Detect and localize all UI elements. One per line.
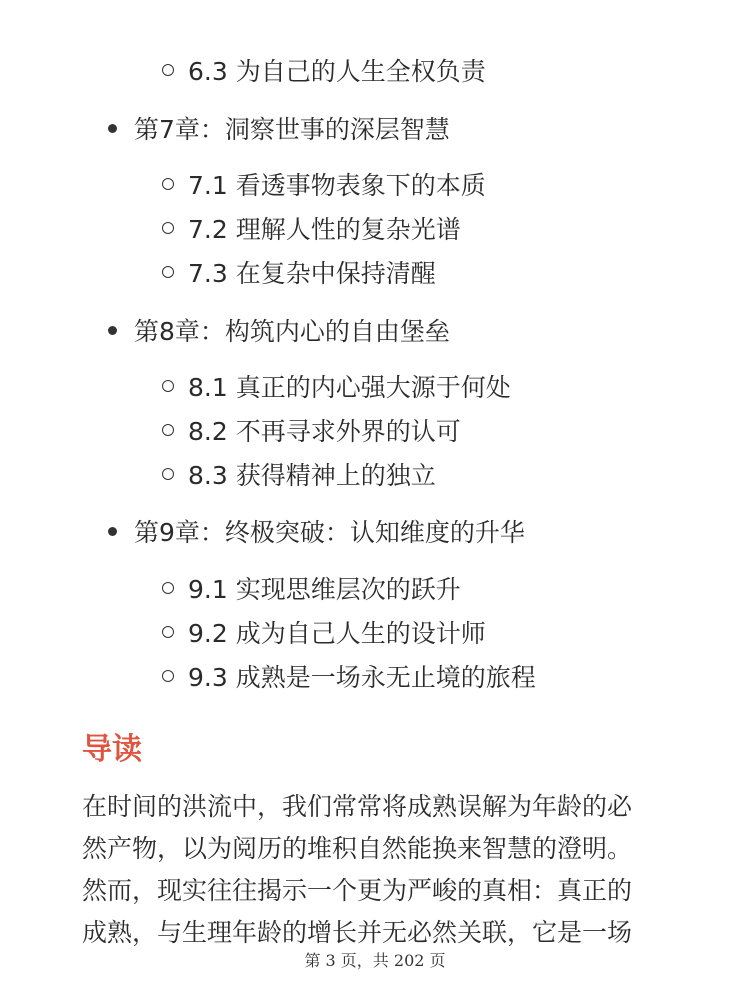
solid-bullet-icon: [108, 124, 117, 133]
toc-subitem-text: 9.2 成为自己人生的设计师: [188, 619, 486, 648]
hollow-bullet-icon: [162, 178, 174, 190]
solid-bullet-icon: [108, 326, 117, 335]
toc-subitem-text: 7.2 理解人性的复杂光谱: [188, 215, 461, 244]
toc-subitem-text: 6.3 为自己的人生全权负责: [188, 57, 486, 86]
toc-subitem: [162, 612, 486, 652]
toc-subitem-text: 8.2 不再寻求外界的认可: [188, 417, 461, 446]
toc-subitem: [162, 50, 486, 90]
toc-chapter: [108, 108, 450, 148]
toc-subitem-text: 7.1 看透事物表象下的本质: [188, 171, 486, 200]
toc-chapter-text: 第9章：终极突破：认知维度的升华: [134, 518, 525, 547]
section-heading: 导读: [82, 732, 142, 767]
toc-subitem: [162, 164, 486, 204]
paragraph-line: 然产物，以为阅历的堆积自然能换来智慧的澄明。: [82, 834, 633, 863]
toc-chapter: [108, 511, 525, 551]
toc-subitem: [162, 568, 461, 608]
hollow-bullet-icon: [162, 64, 174, 76]
paragraph-line: 成熟，与生理年龄的增长并无必然关联，它是一场: [82, 918, 633, 947]
hollow-bullet-icon: [162, 626, 174, 638]
paragraph-line: 在时间的洪流中，我们常常将成熟误解为年龄的必: [82, 792, 633, 821]
paragraph-line: 然而，现实往往揭示一个更为严峻的真相：真正的: [82, 876, 633, 905]
toc-subitem: [162, 410, 461, 450]
toc-subitem: [162, 454, 436, 494]
hollow-bullet-icon: [162, 424, 174, 436]
toc-subitem: [162, 252, 436, 292]
hollow-bullet-icon: [162, 266, 174, 278]
toc-subitem-text: 8.1 真正的内心强大源于何处: [188, 373, 511, 402]
toc-subitem-text: 9.1 实现思维层次的跃升: [188, 575, 461, 604]
toc-chapter-text: 第7章：洞察世事的深层智慧: [134, 115, 450, 144]
toc-subitem: [162, 208, 461, 248]
toc-subitem: [162, 366, 511, 406]
toc-chapter-text: 第8章：构筑内心的自由堡垒: [134, 317, 450, 346]
page-number: 第 3 页，共 202 页: [304, 951, 446, 970]
hollow-bullet-icon: [162, 380, 174, 392]
toc-chapter: [108, 310, 450, 350]
toc-subitem: [162, 656, 536, 696]
solid-bullet-icon: [108, 527, 117, 536]
toc-subitem-text: 7.3 在复杂中保持清醒: [188, 259, 436, 288]
hollow-bullet-icon: [162, 582, 174, 594]
hollow-bullet-icon: [162, 670, 174, 682]
hollow-bullet-icon: [162, 222, 174, 234]
toc-subitem-text: 8.3 获得精神上的独立: [188, 461, 436, 490]
hollow-bullet-icon: [162, 468, 174, 480]
toc-subitem-text: 9.3 成熟是一场永无止境的旅程: [188, 663, 536, 692]
